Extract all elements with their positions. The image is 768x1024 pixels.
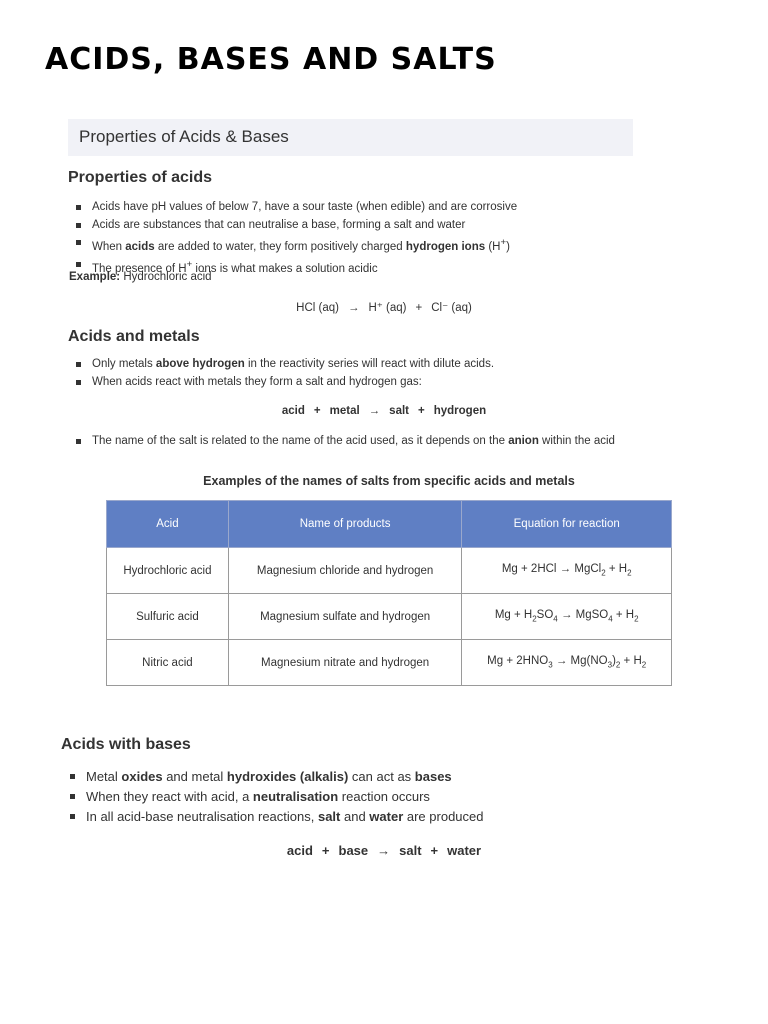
bullet-square-icon <box>76 262 81 267</box>
text-run: ) <box>612 655 616 668</box>
table-header-row <box>107 501 672 548</box>
text-run: The presence of H <box>92 263 187 276</box>
text-run: 2 <box>634 614 639 624</box>
text-run: 4 <box>608 614 613 624</box>
cell-acid: Hydrochloric acid <box>107 548 229 594</box>
text-run: anion <box>508 435 539 447</box>
text-run: SO <box>536 609 554 622</box>
table-body <box>107 548 672 686</box>
cell-products: Magnesium chloride and hydrogen <box>228 548 462 594</box>
metals-bullets-2 <box>70 433 615 451</box>
text-run: → Mg(NO <box>552 655 608 668</box>
text-run: reaction occurs <box>338 789 430 804</box>
text-run: 2 <box>627 568 632 578</box>
list-item <box>70 356 494 374</box>
bases-heading: Acids with bases <box>61 736 191 753</box>
acid-base-equation <box>0 843 768 858</box>
example-text: Hydrochloric acid <box>120 271 212 283</box>
text-run: acids <box>125 240 155 253</box>
bullet-square-icon <box>76 223 81 228</box>
acid-ionisation-equation <box>0 300 768 314</box>
section-banner: Properties of Acids & Bases <box>68 119 633 156</box>
table-caption: Examples of the names of salts from specific acids and metals <box>203 474 575 488</box>
header-acid: Acid <box>107 501 229 548</box>
equation-term: HCl (aq) <box>296 302 339 314</box>
text-run: + H <box>620 655 642 668</box>
cell-equation <box>462 594 672 640</box>
page-title: ACIDS, BASES AND SALTS <box>45 42 497 77</box>
text-run: When acids react with metals they form a salt and hydrogen gas: <box>92 375 422 388</box>
text-run: Only metals <box>92 358 156 370</box>
equation-term: base <box>338 843 369 858</box>
text-run: The name of the salt is related to the name of the acid used, as it depends on the <box>92 435 509 447</box>
text-run: above hydrogen <box>155 358 245 370</box>
text-run: + <box>500 237 507 248</box>
list-item <box>64 767 484 787</box>
bullet-square-icon <box>76 240 81 245</box>
text-run: 3 <box>548 660 553 670</box>
header-equation: Equation for reaction <box>462 501 672 548</box>
bullet-square-icon <box>76 439 81 444</box>
text-run: water <box>369 809 404 824</box>
bullet-square-icon <box>70 774 75 779</box>
cell-products: Magnesium nitrate and hydrogen <box>228 640 462 686</box>
text-run: in the reactivity series will react with dilute acids. <box>244 358 495 370</box>
equation-operator: + <box>321 843 330 858</box>
text-run: In all acid-base neutralisation reactions, <box>86 809 318 824</box>
properties-bullets <box>70 199 517 279</box>
text-run: 3 <box>607 660 613 670</box>
example-label: Example: <box>69 271 121 283</box>
list-item <box>70 217 517 235</box>
text-run: are added to water, they form positively charged <box>154 240 406 253</box>
text-run: 4 <box>553 614 558 624</box>
text-run: and metal <box>162 769 227 784</box>
text-run: + H <box>612 609 635 622</box>
equation-operator: → <box>347 302 360 314</box>
text-run: oxides <box>121 769 163 784</box>
text-run: + H <box>605 563 628 576</box>
acid-metal-equation <box>0 405 768 417</box>
equation-term: salt <box>399 843 422 858</box>
bullet-square-icon <box>76 205 81 210</box>
text-run: ) <box>506 240 510 253</box>
equation-operator: + <box>430 843 439 858</box>
text-run: hydroxides (alkalis) <box>226 769 349 784</box>
text-run: When <box>92 240 126 253</box>
salts-table <box>106 500 672 686</box>
list-item <box>64 787 484 807</box>
equation-operator: → <box>368 405 381 417</box>
equation-term: metal <box>329 405 360 417</box>
bullet-square-icon <box>70 794 75 799</box>
text-run: + <box>186 259 193 271</box>
text-run: 2 <box>641 660 647 670</box>
text-run: Mg + H <box>494 609 533 622</box>
equation-operator: + <box>313 405 321 417</box>
text-run: bases <box>414 769 452 784</box>
table-row <box>107 548 672 594</box>
equation-term: H⁺ (aq) <box>368 302 407 314</box>
text-run: → MgSO <box>557 609 609 622</box>
bullet-square-icon <box>76 380 81 385</box>
cell-acid: Sulfuric acid <box>107 594 229 640</box>
properties-heading: Properties of acids <box>68 169 213 186</box>
text-run: When they react with acid, a <box>86 789 253 804</box>
metals-bullets <box>70 356 494 391</box>
text-run: Acids are substances that can neutralise a base, forming a salt and water <box>92 218 466 231</box>
list-item <box>70 374 494 392</box>
text-run: 2 <box>601 568 606 578</box>
text-run: ions is what makes a solution acidic <box>192 263 378 276</box>
equation-operator: + <box>415 302 423 314</box>
list-item <box>64 807 484 827</box>
text-run: are produced <box>403 809 484 824</box>
text-run: 2 <box>532 614 537 624</box>
metals-heading: Acids and metals <box>68 328 200 345</box>
text-run: can act as <box>348 769 415 784</box>
equation-term: hydrogen <box>433 405 487 417</box>
equation-term: salt <box>389 405 409 417</box>
text-run: Acids have pH values of below 7, have a sour taste (when edible) and are corrosive <box>92 201 518 213</box>
equation-operator: → <box>377 843 391 858</box>
bullet-square-icon <box>76 362 81 367</box>
equation-term: water <box>447 843 482 858</box>
cell-equation <box>462 548 672 594</box>
equation-term: acid <box>281 405 305 417</box>
text-run: and <box>340 809 370 824</box>
table-row <box>107 640 672 686</box>
equation-term: Cl⁻ (aq) <box>431 302 472 314</box>
text-run: Mg + 2HCl → MgCl <box>501 563 602 576</box>
text-run: hydrogen ions <box>405 240 486 253</box>
header-products: Name of products <box>228 501 462 548</box>
equation-term: acid <box>286 843 313 858</box>
text-run: Metal <box>86 769 122 784</box>
cell-equation <box>462 640 672 686</box>
list-item <box>70 199 517 217</box>
text-run: salt <box>317 809 341 824</box>
text-run: within the acid <box>538 435 615 447</box>
example-line <box>69 271 212 283</box>
cell-products: Magnesium sulfate and hydrogen <box>228 594 462 640</box>
bases-bullets <box>64 767 484 827</box>
list-item <box>70 433 615 451</box>
text-run: (H <box>485 240 501 253</box>
cell-acid: Nitric acid <box>107 640 229 686</box>
table-row <box>107 594 672 640</box>
list-item <box>70 234 517 256</box>
text-run: Mg + 2HNO <box>487 655 549 668</box>
text-run: 2 <box>615 660 621 670</box>
equation-operator: + <box>418 405 425 417</box>
text-run: neutralisation <box>252 789 339 804</box>
bullet-square-icon <box>70 814 75 819</box>
